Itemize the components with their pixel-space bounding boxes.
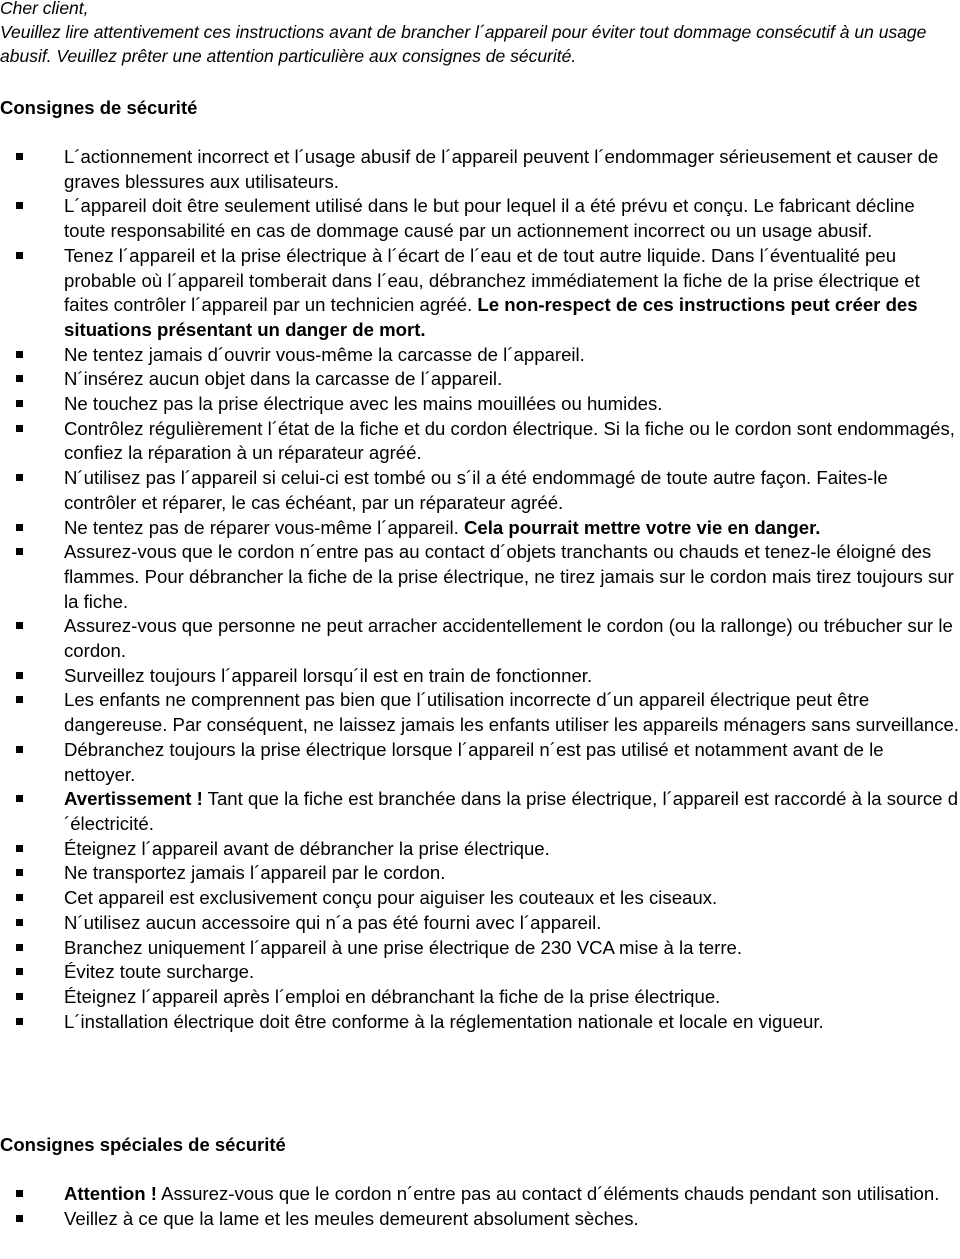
square-bullet-icon: [16, 351, 23, 358]
list-item: [0, 985, 960, 1010]
list-item: [0, 787, 960, 836]
list-item-text: [64, 516, 960, 541]
special-safety-heading: Consignes spéciales de sécurité: [0, 1134, 286, 1155]
list-item: [0, 145, 960, 194]
bold-lead: Avertissement !: [64, 788, 203, 810]
list-item: [0, 614, 960, 663]
item-text: Ne transportez jamais l´appareil par le cordon.: [64, 862, 446, 884]
intro-text: Veuillez lire attentivement ces instructions avant de brancher l´appareil pour éviter tout dommage consécutif à un usage abusif. Veuillez prêter une attention particulière aux consignes de sécurité.: [0, 22, 927, 66]
list-item-text: [64, 837, 960, 862]
square-bullet-icon: [16, 1190, 23, 1197]
bold-warning: Le non-respect de ces instructions peut créer des situations présentant un danger de mort.: [64, 294, 918, 340]
safety-heading: Consignes de sécurité: [0, 97, 198, 118]
list-item-text: [64, 911, 960, 936]
list-item: [0, 886, 960, 911]
list-item: [0, 194, 960, 243]
list-item: [0, 392, 960, 417]
list-item-text: [64, 936, 960, 961]
list-item: [0, 664, 960, 689]
list-item: [0, 861, 960, 886]
item-text: Tenez l´appareil et la prise électrique à l´écart de l´eau et de tout autre liquide. Dans l´éventualité peu probable où l´appareil tomberait dans l´eau, débranchez immédiatement la fiche de la prise électrique et faites contrôler l´appareil par un technicien agréé.: [64, 244, 920, 316]
list-item-text: [64, 540, 960, 614]
item-text: L´appareil doit être seulement utilisé dans le but pour lequel il a été prévu et conçu. Le fabricant décline toute responsabilité en cas de dommage causé par un actionnement incorrect ou un usage abusif.: [64, 195, 915, 242]
square-bullet-icon: [16, 968, 23, 975]
square-bullet-icon: [16, 869, 23, 876]
list-item: [0, 1182, 960, 1207]
list-item: [0, 516, 960, 541]
intro-block: [0, 0, 956, 68]
list-item: [0, 911, 960, 936]
item-text: Ne tentez pas de réparer vous-même l´appareil.: [64, 516, 459, 538]
list-item-text: [64, 738, 960, 787]
square-bullet-icon: [16, 696, 23, 703]
list-item: [0, 367, 960, 392]
item-text: Débranchez toujours la prise électrique lorsque l´appareil n´est pas utilisé et notamment avant de le nettoyer.: [64, 738, 884, 785]
list-item-text: [64, 861, 960, 886]
list-item: [0, 1010, 960, 1035]
square-bullet-icon: [16, 425, 23, 432]
list-item: [0, 738, 960, 787]
list-item: [0, 688, 960, 737]
square-bullet-icon: [16, 202, 23, 209]
bold-warning: Cela pourrait mettre votre vie en danger.: [458, 516, 821, 538]
item-text: Assurez-vous que le cordon n´entre pas au contact d´objets tranchants ou chauds et tenez-le éloigné des flammes. Pour débrancher la fiche de la prise électrique, ne tirez jamais sur le cordon mais tirez toujours sur la fiche.: [64, 541, 954, 612]
item-text: L´installation électrique doit être conforme à la réglementation nationale et locale en vigueur.: [64, 1010, 824, 1032]
greeting: Cher client,: [0, 0, 89, 18]
item-text: N´utilisez pas l´appareil si celui-ci est tombé ou s´il a été endommagé de toute autre façon. Faites-le contrôler et réparer, le cas échéant, par un réparateur agréé.: [64, 467, 888, 513]
bold-lead: Attention !: [64, 1183, 157, 1204]
list-item-text: [64, 417, 960, 466]
item-text: Surveillez toujours l´appareil lorsqu´il est en train de fonctionner.: [64, 664, 593, 686]
item-text: N´insérez aucun objet dans la carcasse de l´appareil.: [64, 368, 503, 390]
square-bullet-icon: [16, 993, 23, 1000]
item-text: Ne touchez pas la prise électrique avec les mains mouillées ou humides.: [64, 393, 663, 415]
list-item-text: [64, 985, 960, 1010]
list-item-text: [64, 1182, 960, 1207]
square-bullet-icon: [16, 894, 23, 901]
item-text: Veillez à ce que la lame et les meules demeurent absolument sèches.: [64, 1207, 639, 1229]
list-item-text: [64, 688, 960, 737]
item-text: Ne tentez jamais d´ouvrir vous-même la carcasse de l´appareil.: [64, 343, 585, 365]
item-text: Les enfants ne comprennent pas bien que l´utilisation incorrecte d´un appareil électrique peut être dangereuse. Par conséquent, ne laissez jamais les enfants utiliser les appareils ménagers sans surveillance.: [64, 689, 960, 736]
square-bullet-icon: [16, 252, 23, 259]
item-text: Assurez-vous que personne ne peut arracher accidentellement le cordon (ou la rallonge) ou trébucher sur le cordon.: [64, 615, 953, 662]
list-item: [0, 466, 960, 515]
list-item-text: [64, 244, 960, 343]
list-item-text: [64, 392, 960, 417]
list-item: [0, 343, 960, 368]
square-bullet-icon: [16, 622, 23, 629]
item-text: Cet appareil est exclusivement conçu pour aiguiser les couteaux et les ciseaux.: [64, 887, 718, 909]
list-item-text: [64, 886, 960, 911]
safety-list: [0, 145, 960, 1034]
item-text: Tant que la fiche est branchée dans la prise électrique, l´appareil est raccordé à la source d´électricité.: [64, 788, 959, 834]
list-item: [0, 837, 960, 862]
square-bullet-icon: [16, 1018, 23, 1025]
list-item-text: [64, 787, 960, 836]
item-text: Branchez uniquement l´appareil à une prise électrique de 230 VCA mise à la terre.: [64, 936, 743, 958]
item-text: Assurez-vous que le cordon n´entre pas au contact d´éléments chauds pendant son utilisation.: [156, 1183, 940, 1204]
square-bullet-icon: [16, 672, 23, 679]
list-item-text: [64, 664, 960, 689]
square-bullet-icon: [16, 153, 23, 160]
item-text: Éteignez l´appareil après l´emploi en débranchant la fiche de la prise électrique.: [64, 985, 721, 1007]
item-text: Éteignez l´appareil avant de débrancher la prise électrique.: [64, 837, 550, 859]
list-item: [0, 960, 960, 985]
list-item: [0, 1207, 960, 1232]
list-item-text: [64, 145, 960, 194]
square-bullet-icon: [16, 944, 23, 951]
list-item-text: [64, 343, 960, 368]
square-bullet-icon: [16, 919, 23, 926]
item-text: Contrôlez régulièrement l´état de la fiche et du cordon électrique. Si la fiche ou le cordon sont endommagés, confiez la réparation à un réparateur agréé.: [64, 417, 955, 464]
item-text: L´actionnement incorrect et l´usage abusif de l´appareil peuvent l´endommager sérieusement et causer de graves blessures aux utilisateurs.: [64, 146, 939, 192]
list-item-text: [64, 960, 960, 985]
list-item-text: [64, 194, 960, 243]
list-item-text: [64, 1207, 960, 1232]
list-item: [0, 244, 960, 343]
square-bullet-icon: [16, 845, 23, 852]
list-item-text: [64, 614, 960, 663]
list-item-text: [64, 466, 960, 515]
square-bullet-icon: [16, 548, 23, 555]
special-safety-list: [0, 1182, 960, 1231]
square-bullet-icon: [16, 524, 23, 531]
square-bullet-icon: [16, 746, 23, 753]
item-text: Évitez toute surcharge.: [64, 961, 255, 983]
list-item: [0, 417, 960, 466]
square-bullet-icon: [16, 400, 23, 407]
square-bullet-icon: [16, 795, 23, 802]
list-item: [0, 540, 960, 614]
list-item-text: [64, 1010, 960, 1035]
square-bullet-icon: [16, 375, 23, 382]
item-text: N´utilisez aucun accessoire qui n´a pas été fourni avec l´appareil.: [64, 911, 602, 933]
list-item: [0, 936, 960, 961]
square-bullet-icon: [16, 1215, 23, 1222]
list-item-text: [64, 367, 960, 392]
square-bullet-icon: [16, 474, 23, 481]
